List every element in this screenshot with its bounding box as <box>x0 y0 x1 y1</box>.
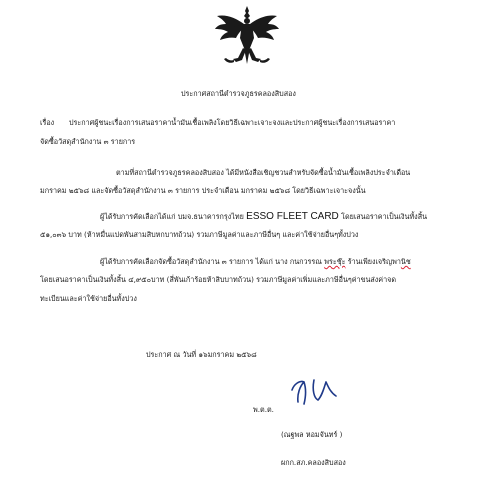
subject-line-1: ประกาศผู้ชนะเรื่องการเสนอราคาน้ำมันเชื้อเพลิงโดยวิธีเฉพาะเจาะจงและประกาศผู้ชนะเรื่องการเสนอราคา <box>69 118 396 127</box>
vendor-shop-suffix: นิช <box>400 257 411 266</box>
para3-line-3: ทะเบียนและค่าใช้จ่ายอื่นทั้งปวง <box>40 294 137 303</box>
para2-winner-text: ผู้ได้รับการคัดเลือกได้แก่ บมจ.ธนาคารกรุงไทย <box>100 212 244 221</box>
para2-offer-text: โดยเสนอราคาเป็นเงินทั้งสิ้น <box>341 212 427 221</box>
garuda-emblem-icon <box>214 4 280 66</box>
signer-position: ผกก.สภ.คลองสิบสอง <box>281 458 346 467</box>
para3-line-1 <box>100 257 411 267</box>
para3-winner-text: ผู้ได้รับการคัดเลือกจัดซื้อวัสดุสำนักงาน ๓ รายการ ได้แก่ นาง กนกวรรณ <box>100 257 322 266</box>
subject-line-2: จัดซื้อวัสดุสำนักงาน ๓ รายการ <box>40 137 136 146</box>
vendor-shop: ร้านเพียงเจริญพา <box>347 257 401 266</box>
vendor-surname: พระชุ๊ะ <box>324 257 346 266</box>
para2-line-1 <box>100 212 427 222</box>
signer-rank: พ.ต.ต. <box>253 405 274 414</box>
para1-line-2: มกราคม ๒๕๖๘ และจัดซื้อวัสดุสำนักงาน ๓ รายการ ประจำเดือน มกราคม ๒๕๖๘ โดยวิธีเฉพาะเจาะจงนั้น <box>40 186 366 195</box>
subject-label: เรื่อง <box>40 118 55 127</box>
handwritten-signature <box>284 370 344 410</box>
announcement-date: ประกาศ ณ วันที่ ๑๖มกราคม ๒๕๖๘ <box>146 350 257 359</box>
document-title: ประกาศสถานีตำรวจภูธรคลองสิบสอง <box>181 89 296 98</box>
fuel-card-name: ESSO FLEET CARD <box>246 211 339 222</box>
para2-line-2: ๕๑,๐๓๖ บาท (ห้าหมื่นแปดพันสามสิบหกบาทถ้วน) รวมภาษีมูลค่าและภาษีอื่นๆ และค่าใช้จ่ายอื่นๆทั้งปวง <box>40 230 359 239</box>
para1-line-1: ตามที่สถานีตำรวจภูธรคลองสิบสอง ได้มีหนังสือเชิญชวนสำหรับจัดซื้อน้ำมันเชื้อเพลิงประจำเดือน <box>116 168 411 177</box>
signer-name: (ณฐพล หอมจันทร์ ) <box>281 430 343 439</box>
para3-line-2: โดยเสนอราคาเป็นเงินทั้งสิ้น ๔,๙๕๐บาท (สี่พันเก้าร้อยห้าสิบบาทถ้วน) รวมภาษีมูลค่าเพิ่มและภาษีอื่นๆค่าขนส่งค่าจด <box>40 275 397 284</box>
